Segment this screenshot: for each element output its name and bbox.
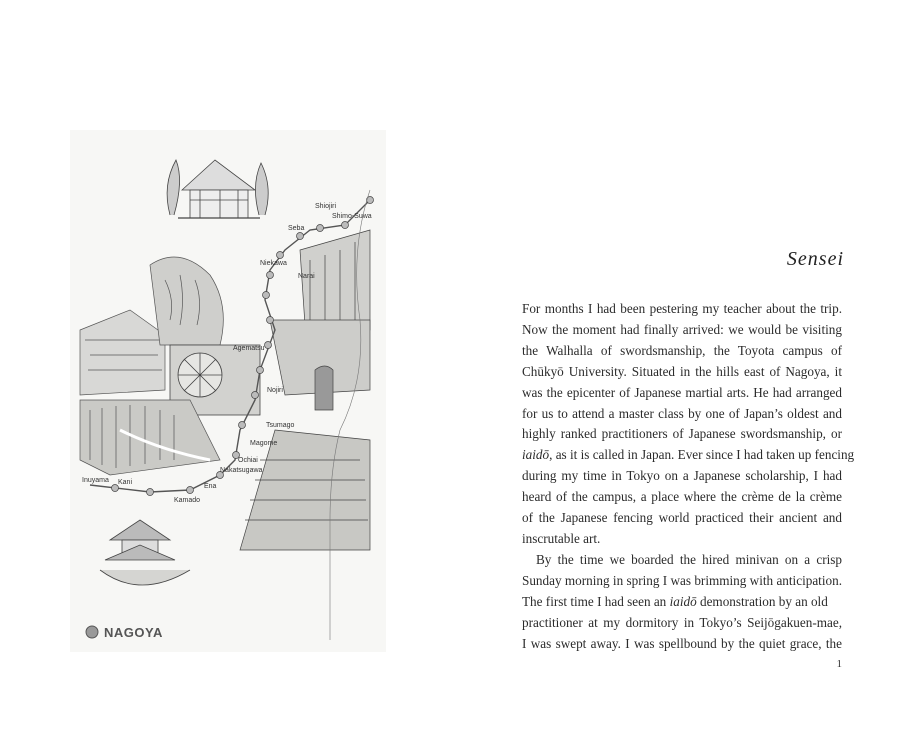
text-line: Now the moment had finally arrived: we would be visiting	[522, 321, 842, 337]
chapter-title: Sensei	[786, 248, 844, 270]
text-line: Sunday morning in spring I was brimming with anticipation.	[522, 572, 842, 588]
text-line: inscrutable art.	[522, 530, 601, 546]
place-label: Niekawa	[260, 260, 287, 267]
body-text	[522, 299, 855, 654]
city-label: NAGOYA	[104, 625, 163, 640]
text-line: of the Japanese fencing world practiced their ancient and	[522, 510, 842, 526]
nagoya-crest-icon	[86, 626, 98, 638]
text-line: By the time we boarded the hired minivan on a crisp	[536, 551, 842, 567]
sketch-map-illustration	[70, 130, 386, 652]
italic-term: iaidō	[669, 593, 697, 609]
place-label: Shiojiri	[315, 203, 337, 210]
place-label: Inuyama	[82, 477, 109, 484]
text-fragment: , as it is called in Japan. Ever since I had taken up fencing	[549, 447, 855, 463]
paragraph	[522, 299, 855, 550]
shrine-sketch	[167, 160, 268, 218]
place-label: Shimo-Suwa	[332, 213, 372, 220]
text-line: practitioner at my dormitory in Tokyo’s Seijōgakuen-mae,	[522, 614, 842, 630]
place-label: Ena	[204, 483, 217, 490]
text-line	[522, 592, 842, 613]
place-label: Narai	[298, 273, 315, 280]
place-label: Magome	[250, 440, 278, 447]
text-line: For months I had been pestering my teacher about the trip.	[522, 301, 842, 316]
place-label: Ochiai	[238, 457, 258, 464]
place-label: Agematsu	[233, 345, 265, 352]
pagoda-sketch	[100, 520, 190, 585]
place-label: Tsumago	[266, 422, 295, 429]
text-line: during my time in Tokyo on a Japanese scholarship, I had	[522, 468, 842, 484]
text-fragment: demonstration by an old	[696, 593, 828, 609]
text-line: for us to attend a master class by one of Japan’s oldest and	[522, 405, 842, 421]
text-line: was the epicenter of Japanese martial arts. He had arranged	[522, 384, 842, 400]
paragraph	[522, 550, 842, 655]
place-label: Kani	[118, 479, 133, 486]
place-label: Kamado	[174, 497, 201, 504]
place-label: Seba	[288, 225, 305, 232]
place-label: Nakatsugawa	[220, 467, 263, 474]
text-line: highly ranked practitioners of Japanese swordsmanship, or	[522, 426, 842, 442]
text-line: I was swept away. I was spellbound by the quiet grace, the	[522, 635, 842, 651]
page-number: 1	[836, 658, 842, 670]
italic-term: iaidō	[522, 447, 550, 463]
text-line	[522, 445, 855, 466]
text-line: the Walhalla of swordsmanship, the Toyota campus of	[522, 342, 842, 358]
sketch-map-svg	[70, 130, 386, 652]
text-line: heard of the campus, a place where the crème de la crème	[522, 489, 842, 505]
place-label: Nojiri	[267, 387, 283, 394]
text-line: Chūkyō University. Situated in the hills east of Nagoya, it	[522, 363, 842, 379]
text-fragment: The first time I had seen an	[522, 593, 670, 609]
